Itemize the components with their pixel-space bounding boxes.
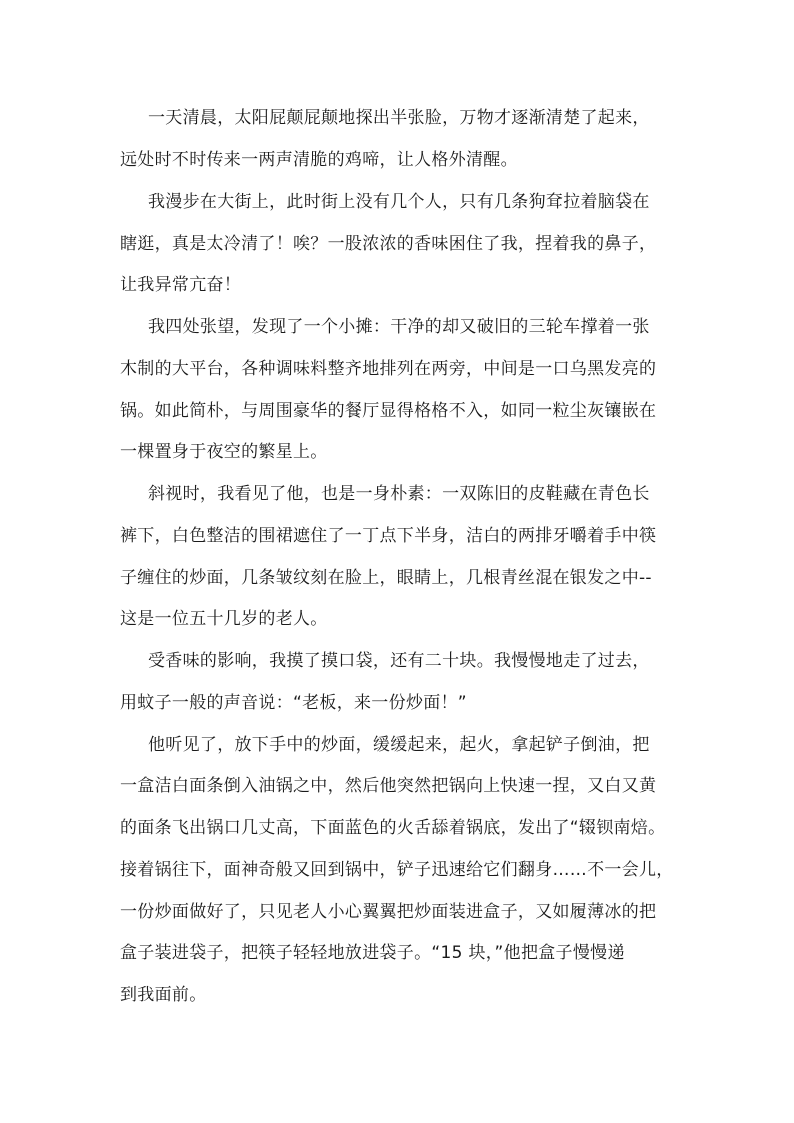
paragraph-2-line-2: 瞎逛，真是太冷清了！唉？一股浓浓的香味困住了我，捏着我的鼻子，	[120, 234, 657, 254]
paragraph-4-line-3: 子缠住的炒面，几条皱纹刻在脸上，眼睛上，几根青丝混在银发之中--	[120, 568, 652, 588]
paragraph-6-line-3: 的面条飞出锅口几丈高，下面蓝色的火舌舔着锅底，发出了“辍钡南焙。	[120, 818, 666, 838]
paragraph-1-line-2: 远处时不时传来一两声清脆的鸡啼，让人格外清醒。	[120, 150, 518, 170]
paragraph-3-line-2: 木制的大平台，各种调味料整齐地排列在两旁，中间是一口乌黑发亮的	[120, 359, 657, 379]
paragraph-6-line-2: 一盒洁白面条倒入油锅之中，然后他突然把锅向上快速一捏，又白又黄	[120, 776, 657, 796]
paragraph-4-line-2: 裤下，白色整洁的围裙遮住了一丁点下半身，洁白的两排牙嚼着手中筷	[120, 526, 657, 546]
paragraph-2-line-1: 我漫步在大街上，此时街上没有几个人，只有几条狗耷拉着脑袋在	[148, 192, 650, 212]
paragraph-6-line-7: 到我面前。	[120, 985, 207, 1005]
paragraph-3-line-1: 我四处张望，发现了一个小摊：干净的却又破旧的三轮车撑着一张	[148, 317, 650, 337]
paragraph-2-line-3: 让我异常亢奋！	[120, 275, 242, 295]
paragraph-5-line-2: 用蚊子一般的声音说：“老板，来一份炒面！”	[120, 693, 467, 713]
paragraph-4-line-4: 这是一位五十几岁的老人。	[120, 609, 328, 629]
paragraph-5-line-1: 受香味的影响，我摸了摸口袋，还有二十块。我慢慢地走了过去，	[148, 651, 650, 671]
paragraph-1-line-1: 一天清晨，太阳屁颠屁颠地探出半张脸，万物才逐渐清楚了起来，	[148, 108, 650, 128]
paragraph-4-line-1: 斜视时，我看见了他，也是一身朴素：一双陈旧的皮鞋藏在青色长	[148, 484, 650, 504]
paragraph-3-line-3: 锅。如此简朴，与周围豪华的餐厅显得格格不入，如同一粒尘灰镶嵌在	[120, 401, 657, 421]
paragraph-3-line-4: 一棵置身于夜空的繁星上。	[120, 442, 328, 462]
paragraph-6-line-1: 他听见了，放下手中的炒面，缓缓起来，起火，拿起铲子倒油，把	[148, 735, 650, 755]
paragraph-6-line-6: 盒子装进袋子，把筷子轻轻地放进袋子。“15 块，”他把盒子慢慢递	[120, 943, 625, 963]
paragraph-6-line-5: 一份炒面做好了，只见老人小心翼翼把炒面装进盒子，又如履薄冰的把	[120, 902, 657, 922]
paragraph-6-line-4: 接着锅往下，面神奇般又回到锅中，铲子迅速给它们翻身……不一会儿，	[120, 860, 674, 880]
